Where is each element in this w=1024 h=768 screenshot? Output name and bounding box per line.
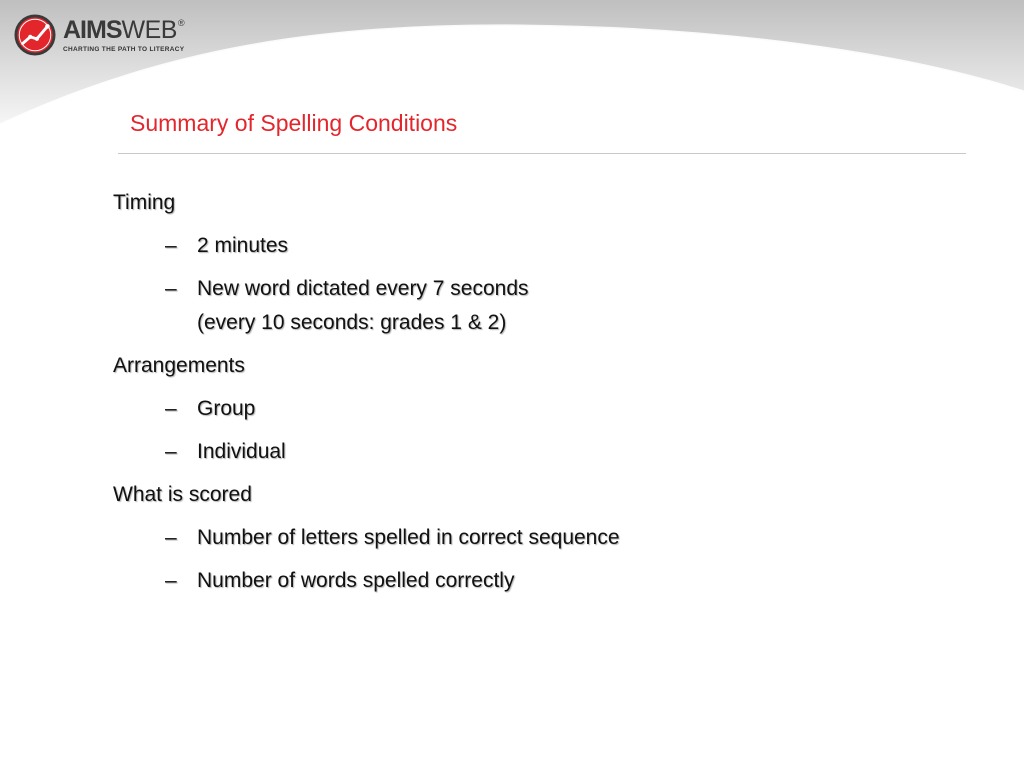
bullet-item <box>113 394 973 424</box>
chart-line-logo-icon <box>14 14 56 56</box>
bullet-list <box>113 394 973 467</box>
slide-title: Summary of Spelling Conditions <box>130 110 458 136</box>
bullet-text-continuation: (every 10 seconds: grades 1 & 2) <box>197 311 507 334</box>
title-divider <box>118 153 966 154</box>
section-heading: Timing <box>113 191 176 214</box>
bullet-item <box>113 437 973 467</box>
logo-brand-web: WEB <box>121 15 177 44</box>
aimsweb-logo <box>14 12 185 58</box>
bullet-item <box>113 231 973 261</box>
section-timing <box>113 188 973 338</box>
logo-brand-aims: AIMS <box>63 15 122 44</box>
bullet-dash: – <box>165 569 177 592</box>
bullet-text: Individual <box>197 440 286 463</box>
bullet-text: Group <box>197 397 256 420</box>
bullet-item <box>113 523 973 553</box>
section-heading: Arrangements <box>113 354 245 377</box>
bullet-text: New word dictated every 7 seconds <box>197 277 529 300</box>
bullet-dash: – <box>165 234 177 257</box>
bullet-item <box>113 274 973 338</box>
bullet-item <box>113 566 973 596</box>
bullet-dash: – <box>165 277 177 300</box>
bullet-text: Number of words spelled correctly <box>197 569 515 592</box>
bullet-dash: – <box>165 526 177 549</box>
bullet-dash: – <box>165 397 177 420</box>
bullet-dash: – <box>165 440 177 463</box>
section-what-is-scored <box>113 480 973 596</box>
section-arrangements <box>113 351 973 467</box>
section-heading: What is scored <box>113 483 252 506</box>
logo-registered-mark: ® <box>177 17 185 28</box>
bullet-list <box>113 231 973 338</box>
logo-tagline: CHARTING THE PATH TO LITERACY <box>63 45 185 53</box>
bullet-text: 2 minutes <box>197 234 289 257</box>
bullet-text: Number of letters spelled in correct sequence <box>197 526 620 549</box>
slide-content <box>113 188 973 609</box>
bullet-list <box>113 523 973 596</box>
